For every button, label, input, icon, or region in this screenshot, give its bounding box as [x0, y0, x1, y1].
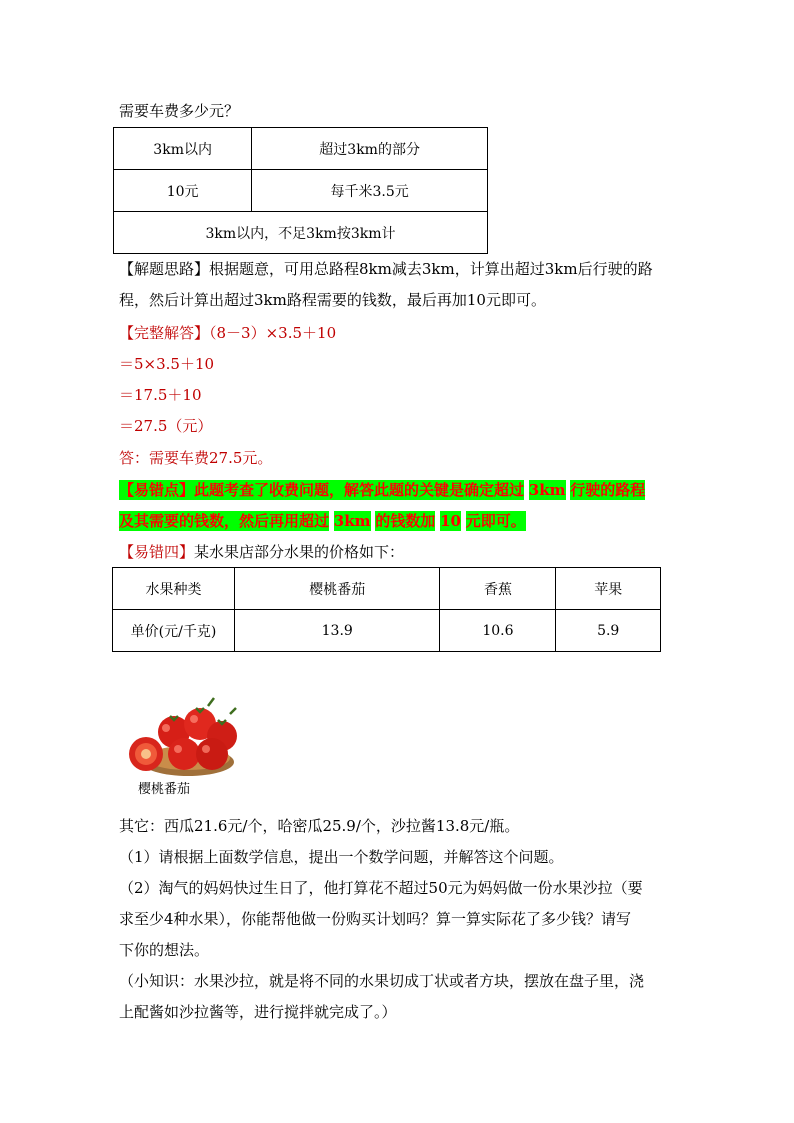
table-cell: 单价(元/千克) — [113, 610, 235, 652]
others-line: 其它：西瓜21.6元/个，哈密瓜25.9/个，沙拉酱13.8元/瓶。 — [119, 817, 520, 835]
solution-answer: 答：需要车费27.5元。 — [119, 449, 273, 467]
table-row — [113, 568, 661, 610]
table-cell: 苹果 — [556, 568, 661, 610]
solution-step-3: ＝17.5＋10 — [119, 386, 202, 404]
pitfall-line-2 — [119, 510, 526, 532]
pitfall-text: 3km — [528, 481, 566, 499]
idea-line-1 — [119, 254, 679, 285]
idea-paragraph — [119, 254, 679, 316]
table-row — [114, 170, 488, 212]
table-cell: 香蕉 — [440, 568, 556, 610]
solution-line-1 — [119, 323, 336, 343]
fruit-price-table — [112, 567, 661, 652]
table-row — [114, 128, 488, 170]
table-cell: 10元 — [114, 170, 252, 212]
question-line: 需要车费多少元？ — [119, 102, 240, 120]
question-1: （1）请根据上面数学信息，提出一个数学问题，并解答这个问题。 — [119, 848, 564, 866]
table-cell: 水果种类 — [113, 568, 235, 610]
pitfall-text: 元即可。 — [465, 512, 526, 530]
table-cell: 3km以内 — [114, 128, 252, 170]
table-cell: 3km以内，不足3km按3km计 — [114, 212, 488, 254]
tip-line-2: 上配酱如沙拉酱等，进行搅拌就完成了。） — [119, 1003, 397, 1021]
tip-line-1: （小知识：水果沙拉，就是将不同的水果切成丁状或者方块，摆放在盘子里，浇 — [119, 972, 645, 990]
table-row — [113, 610, 661, 652]
idea-label: 【解题思路】 — [119, 260, 210, 278]
table-cell: 10.6 — [440, 610, 556, 652]
idea-text-1: 根据题意，可用总路程8km减去3km，计算出超过3km后行驶的路 — [209, 260, 653, 278]
pitfall4-label: 【易错四】 — [119, 543, 195, 561]
image-caption: 樱桃番茄 — [138, 782, 191, 797]
pitfall-text: 10 — [440, 512, 461, 530]
pitfall-line-1 — [119, 479, 645, 501]
pitfall4-text: 某水果店部分水果的价格如下： — [194, 543, 405, 561]
solution-label: 【完整解答】 — [119, 324, 210, 342]
table-row — [114, 212, 488, 254]
pitfall-text: 3km — [333, 512, 371, 530]
fare-table — [113, 127, 488, 254]
solution-step-4: ＝27.5（元） — [119, 417, 213, 435]
question-2-line-2: 求至少4种水果），你能帮他做一份购买计划吗？算一算实际花了多少钱？请写 — [119, 910, 632, 928]
table-cell: 超过3km的部分 — [252, 128, 488, 170]
pitfall4-line — [119, 542, 404, 562]
table-cell: 樱桃番茄 — [235, 568, 440, 610]
question-2-line-3: 下你的想法。 — [119, 941, 210, 959]
pitfall-text: 【易错点】此题考查了收费问题，解答此题的关键是确定超过 — [119, 481, 525, 499]
pitfall-text: 及其需要的钱数，然后再用超过 — [119, 512, 330, 530]
cherry-tomato-image — [126, 692, 244, 778]
table-cell: 13.9 — [235, 610, 440, 652]
idea-line-2: 程，然后计算出超过3km路程需要的钱数，最后再加10元即可。 — [119, 291, 546, 309]
pitfall-text: 的钱数加 — [375, 512, 436, 530]
solution-step-1: （8－3）×3.5＋10 — [209, 324, 337, 342]
table-cell: 5.9 — [556, 610, 661, 652]
table-cell: 每千米3.5元 — [252, 170, 488, 212]
solution-step-2: ＝5×3.5＋10 — [119, 355, 215, 373]
question-2-line-1: （2）淘气的妈妈快过生日了，他打算花不超过50元为妈妈做一份水果沙拉（要 — [119, 879, 643, 897]
pitfall-text: 行驶的路程 — [570, 481, 646, 499]
